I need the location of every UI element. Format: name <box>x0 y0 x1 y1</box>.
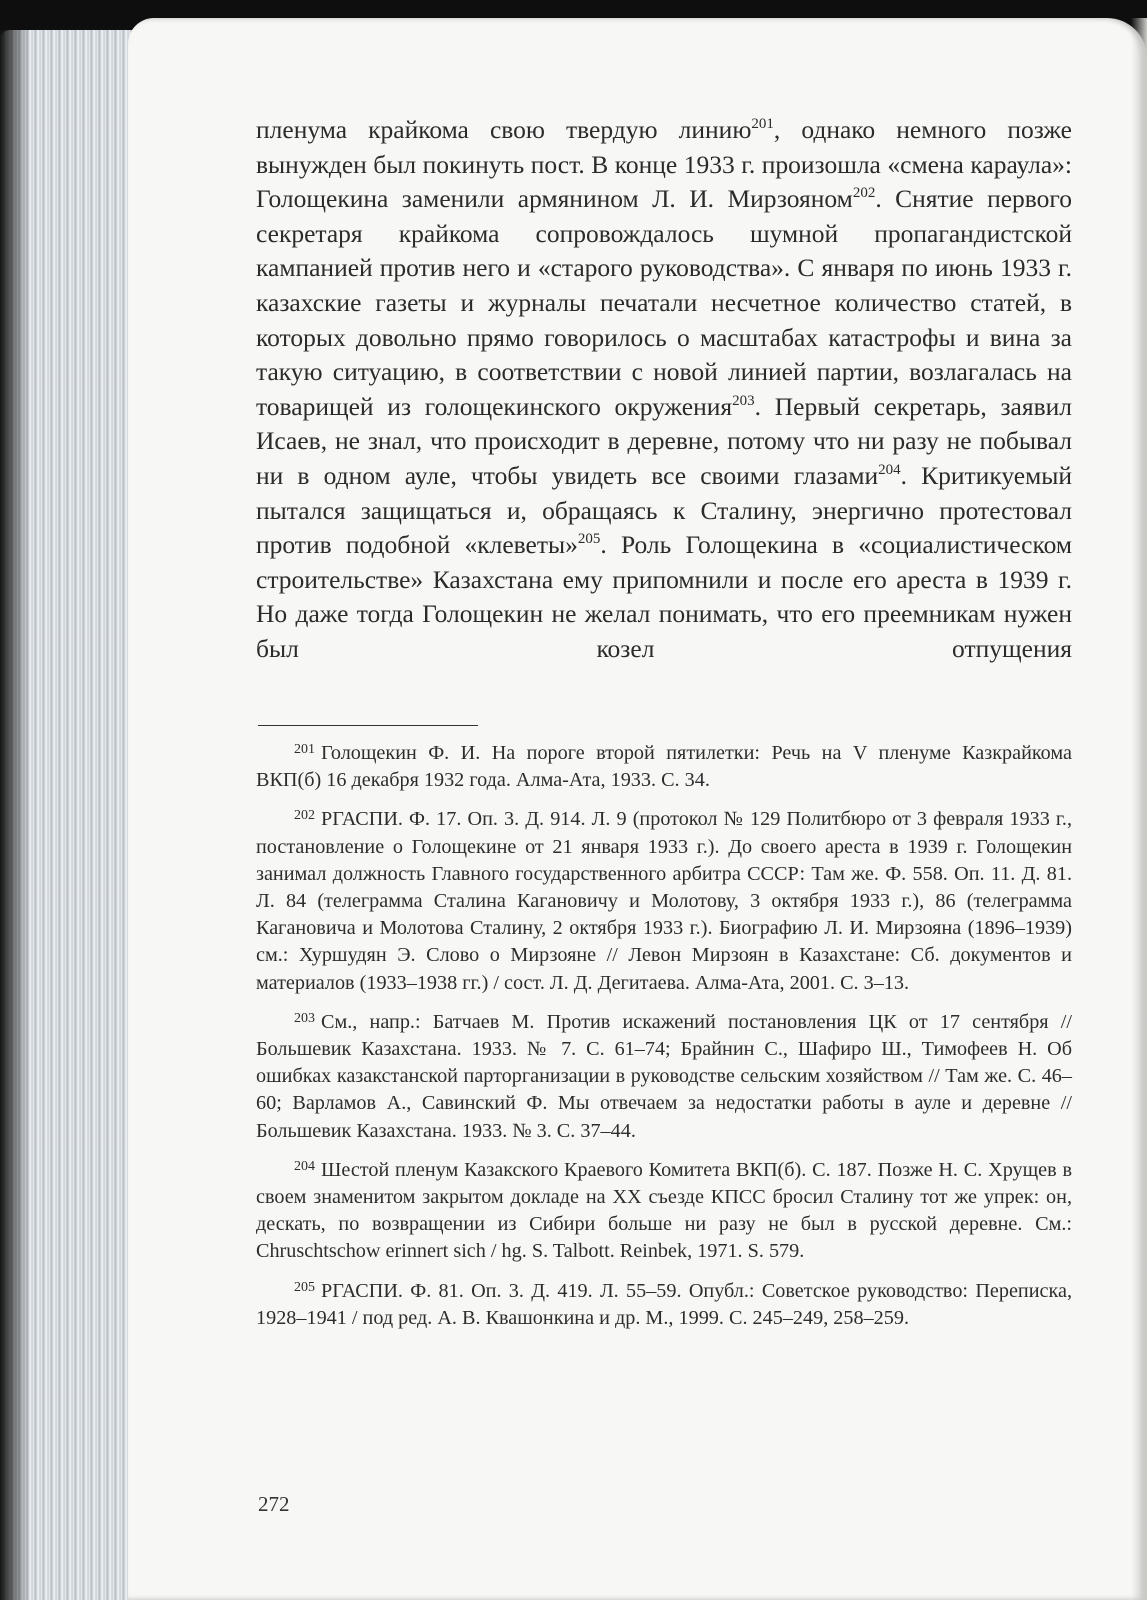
main-text <box>256 113 1072 667</box>
footnote-number: 202 <box>294 808 315 824</box>
footnote-number: 201 <box>294 742 315 757</box>
edge-shadow <box>0 30 30 1600</box>
footnote-ref-203: 203 <box>732 392 755 409</box>
footnote-number: 205 <box>294 1279 315 1295</box>
footnotes <box>256 736 1072 1340</box>
page-number: 272 <box>258 1492 290 1516</box>
footnote-text: Шестой пленум Казакского Краевого Комитета ВКП(б). С. 187. Позже Н. С. Хрущев в своем знаменитом закрытом докладе на XX съезде КПСС бросил Сталину тот же упрек: он, дескать, по возвращении из Сибири больше ни разу не был в русской деревне. См.: Chruschtschow erinnert sich / hg. S. Talbott. Reinbek, 1971. S. 579. <box>256 1158 1072 1263</box>
footnote-ref-204: 204 <box>878 461 901 478</box>
footnote-205 <box>256 1274 1072 1332</box>
footnote-202 <box>256 802 1072 996</box>
footnote-text: РГАСПИ. Ф. 81. Оп. 3. Д. 419. Л. 55–59. Опубл.: Советское руководство: Переписка, 1928–1941 / под ред. А. В. Квашонкина и др. М., 1999. С. 245–249, 258–259. <box>256 1279 1072 1329</box>
footnote-204 <box>256 1153 1072 1266</box>
footnote-201 <box>256 736 1072 794</box>
footnote-text: См., напр.: Батчаев М. Против искажений постановления ЦК от 17 сентября // Большевик Казахстана. 1933. № 7. С. 61–74; Брайнин С., Шафиро Ш., Тимофеев Н. Об ошибках казакстанской парторганизации в руководстве сельским хозяйством // Там же. С. 46–60; Варламов А., Савинский Ф. Мы отвечаем за недостатки работы в ауле и деревне // Большевик Казахстана. 1933. № 3. С. 37–44. <box>256 1010 1072 1142</box>
footnote-number: 204 <box>294 1158 315 1174</box>
footnote-number: 203 <box>294 1010 315 1026</box>
footnote-separator <box>258 725 478 726</box>
main-paragraph: пленума крайкома свою твердую линию$^{201}$, однако немного позже вынужден был покинуть пост. В конце 1933 г. произошла «смена караула»: Голощекина заменили армянином Л. И. Мирзояном$^{202}$. Снятие первого секретаря крайкома сопровождалось шумной пропагандистской кампанией против него и «старого руководства». С января по июнь 1933 г. казахские газеты и журналы печатали несчетное количество статей, в которых довольно прямо говорилось о масштабах катастрофы и вина за такую ситуацию, в соответствии с новой линией партии, возлагалась на товарищей из голощекинского окружения$^{203}$. Первый секретарь, заявил Исаев, не знал, что происходит в деревне, потому что ни разу не побывал ни в одном ауле, чтобы увидеть все своими глазами$^{204}$. Критикуемый пытался защищаться и, обращаясь к Сталину, энергично протестовал против подобной «клеветы»$^{205}$. Роль Голощекина в «социалистическом строительстве» Казахстана ему припомнили и после его ареста в 1939 г. Но даже тогда Голощекин не желал понимать, что его преемникам нужен был козел отпущения <box>256 115 1072 663</box>
footnote-203 <box>256 1005 1072 1145</box>
footnote-ref-202: 202 <box>852 185 876 202</box>
footnote-text: РГАСПИ. Ф. 17. Оп. 3. Д. 914. Л. 9 (протокол № 129 Политбюро от 3 февраля 1933 г., постановление о Голощекине от 21 января 1933 г.). До своего ареста в 1939 г. Голощекин занимал должность Главного государственного арбитра СССР: Там же. Ф. 558. Оп. 11. Д. 81. Л. 84 (телеграмма Сталина Кагановичу и Молотову, 3 октября 1933 г.), 86 (телеграмма Кагановича и Молотова Сталину, 2 октября 1933 г.). Биографию Л. И. Мирзояна (1896–1939) см.: Хуршудян Э. Слово о Мирзояне // Левон Мирзоян в Казахстане: Сб. документов и материалов (1933–1938 гг.) / сост. Л. Д. Дегитаева. Алма-Ата, 2001. С. 3–13. <box>256 808 1072 994</box>
footnote-ref-205: 205 <box>577 531 601 548</box>
footnote-ref-201: 201 <box>751 116 774 132</box>
footnote-text: Голощекин Ф. И. На пороге второй пятилетки: Речь на V пленуме Казкрайкома ВКП(б) 16 декабря 1932 года. Алма-Ата, 1933. С. 34. <box>256 742 1072 792</box>
